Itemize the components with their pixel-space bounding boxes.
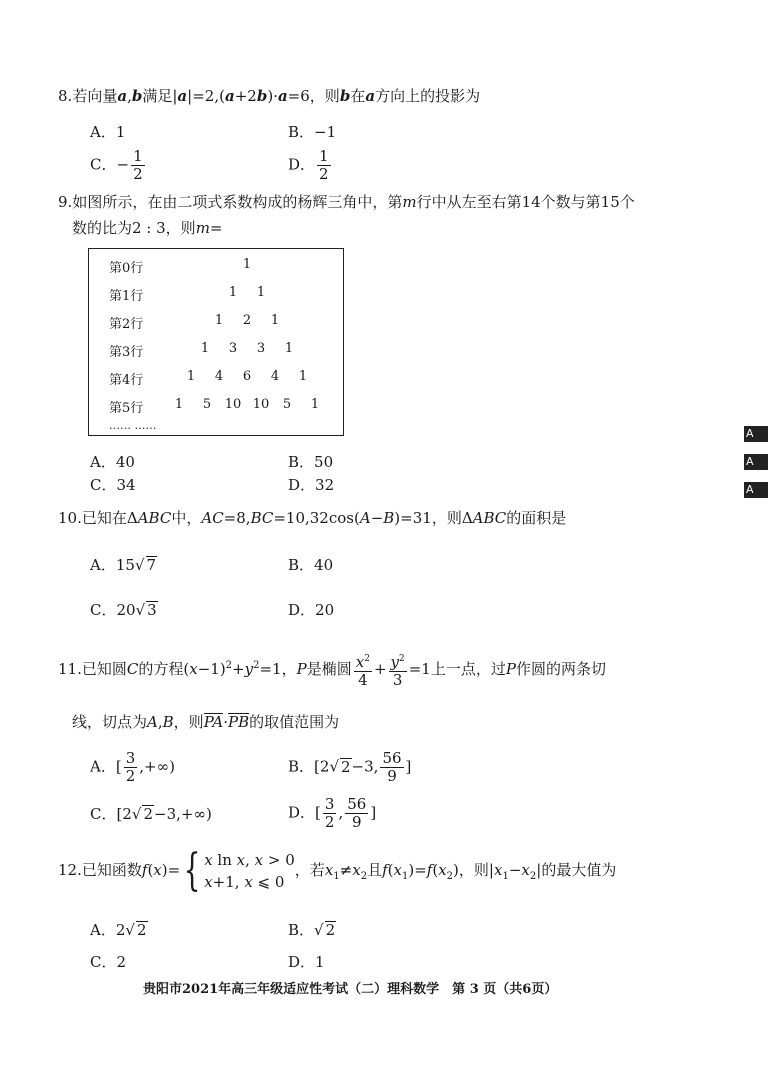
question-10-option-d[interactable]: D．20: [288, 601, 335, 619]
question-12-option-c[interactable]: C．2: [90, 953, 127, 971]
question-9-option-a[interactable]: A．40: [90, 453, 135, 471]
question-10-stem: 10.已知在ΔABC中，AC=8,BC=10,32cos(A−B)=31，则ΔABC的面积是: [58, 509, 567, 527]
question-8-option-c[interactable]: C．− $\frac{1}{2}$: [90, 147, 143, 183]
question-8-option-b[interactable]: B．−1: [288, 123, 337, 141]
question-11-option-c[interactable]: C．[2√ 2−3,+∞): [90, 805, 212, 823]
question-10-option-b[interactable]: B．40: [288, 556, 334, 574]
triangle-row-0: 第0行 1: [109, 257, 252, 276]
triangle-row-1: 第1行 1 1: [109, 285, 266, 304]
question-9-option-b[interactable]: B．50: [288, 453, 334, 471]
page-footer: 贵阳市2021年高三年级适应性考试（二）理科数学 第 3 页（共6页）: [143, 982, 558, 997]
question-12-option-d[interactable]: D．1: [288, 953, 325, 971]
side-tab: A: [744, 454, 768, 470]
question-11-option-b[interactable]: B．[2√ 2−3, $\frac{56}{9}$ ]: [288, 749, 412, 785]
question-12-option-a[interactable]: A．2√ 2: [90, 921, 147, 939]
side-tab: A: [744, 426, 768, 442]
question-11-option-a[interactable]: A．[ $\frac{3}{2}$ ,+∞): [90, 749, 175, 785]
triangle-row-4: 第4行 1 4 6 4 1: [109, 369, 308, 388]
question-11-option-d[interactable]: D．[ $\frac{3}{2}$ , $\frac{56}{9}$ ]: [288, 795, 377, 831]
triangle-ellipsis: …… ……: [109, 419, 157, 432]
question-12-option-b[interactable]: B．√ 2: [288, 921, 336, 939]
question-8-option-d[interactable]: D． $\frac{1}{2}$: [288, 147, 329, 183]
question-9-stem-line2: 数的比为2 : 3，则m=: [72, 219, 223, 237]
question-12-stem: 12.已知函数f(x)={ x ln x, x > 0 x+1, x ⩽ 0 ，若$x_1\ne x_2$且$f(x_1)=f(x_2)$，则$|x_1-x_2|$的最大值为: [58, 845, 617, 896]
fraction: $\frac{1}{2}$: [319, 147, 329, 183]
question-11-stem-line1: 11.已知圆C的方程$(x-1)^2+y^2=1$，P是椭圆 $\frac{x^2}{4}$ + $\frac{y^2}{3}$ =1上一点，过P作圆的两条切: [58, 653, 606, 689]
fraction: $\frac{1}{2}$: [133, 147, 143, 183]
triangle-row-2: 第2行 1 2 1: [109, 313, 280, 332]
question-10-option-c[interactable]: C．20√ 3: [90, 601, 157, 619]
pascal-triangle-figure: [88, 248, 344, 436]
question-9-option-c[interactable]: C．34: [90, 476, 136, 494]
question-10-option-a[interactable]: A．15√ 7: [90, 556, 157, 574]
side-tab: A: [744, 482, 768, 498]
question-11-stem-line2: 线，切点为A,B，则PA·PB的取值范围为: [72, 713, 340, 731]
triangle-row-3: 第3行 1 3 3 1: [109, 341, 294, 360]
question-8-option-a[interactable]: A．1: [90, 123, 126, 141]
question-8-stem: 8.若向量a,b满足|a|=2,(a+2b)·a=6，则b在a方向上的投影为: [58, 87, 481, 105]
question-9-stem-line1: 9.如图所示，在由二项式系数构成的杨辉三角中，第m行中从左至右第14个数与第15个: [58, 193, 635, 211]
triangle-row-5: 第5行 1 5 10 10 5 1: [109, 397, 320, 416]
question-9-option-d[interactable]: D．32: [288, 476, 335, 494]
